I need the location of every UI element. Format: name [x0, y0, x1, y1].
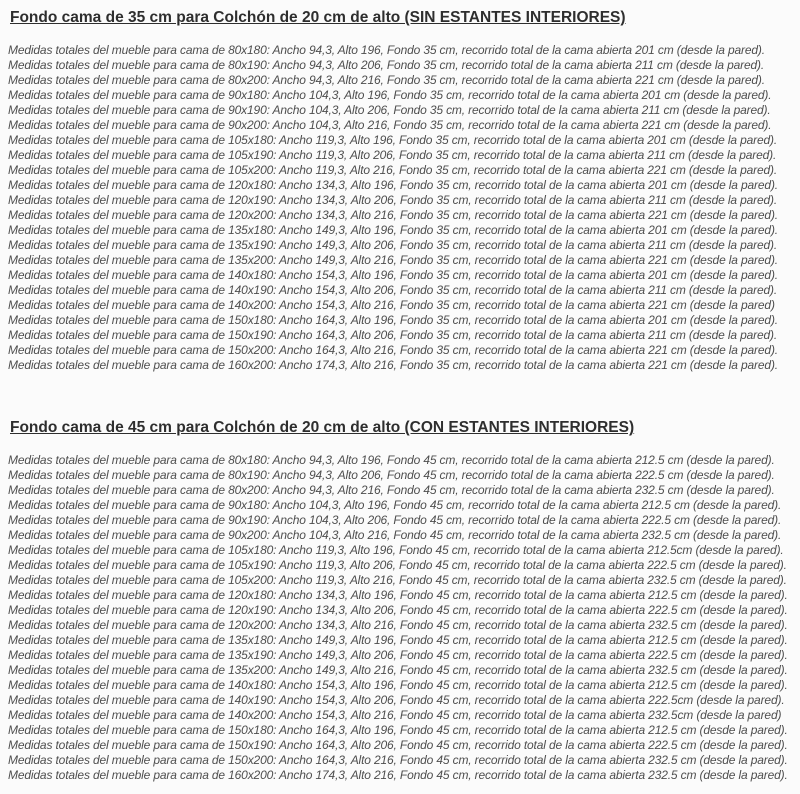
- measurement-line: Medidas totales del mueble para cama de 160x200: Ancho 174,3, Alto 216, Fondo 45 cm, recorrido total de la cama abierta 232.5 cm (desde la pared).: [8, 768, 788, 782]
- measurement-line: Medidas totales del mueble para cama de 105x190: Ancho 119,3, Alto 206, Fondo 35 cm, recorrido total de la cama abierta 211 cm (desde la pared).: [8, 148, 777, 162]
- measurement-line: Medidas totales del mueble para cama de 135x180: Ancho 149,3, Alto 196, Fondo 45 cm, recorrido total de la cama abierta 212.5 cm (desde la pared).: [8, 633, 788, 647]
- measurement-line: Medidas totales del mueble para cama de 120x200: Ancho 134,3, Alto 216, Fondo 35 cm, recorrido total de la cama abierta 221 cm (desde la pared).: [8, 208, 778, 222]
- measurement-list: [8, 43, 792, 373]
- measurement-line: Medidas totales del mueble para cama de 140x190: Ancho 154,3, Alto 206, Fondo 45 cm, recorrido total de la cama abierta 222.5cm (desde la pared).: [8, 693, 785, 707]
- measurement-line: Medidas totales del mueble para cama de 90x200: Ancho 104,3, Alto 216, Fondo 35 cm, recorrido total de la cama abierta 221 cm (desde la pared).: [8, 118, 772, 132]
- measurements-section-1: [8, 9, 792, 373]
- measurement-line: Medidas totales del mueble para cama de 150x190: Ancho 164,3, Alto 206, Fondo 45 cm, recorrido total de la cama abierta 222.5 cm (desde la pared).: [8, 738, 788, 752]
- measurement-line: Medidas totales del mueble para cama de 150x190: Ancho 164,3, Alto 206, Fondo 35 cm, recorrido total de la cama abierta 211 cm (desde la pared).: [8, 328, 778, 342]
- measurement-line: Medidas totales del mueble para cama de 90x180: Ancho 104,3, Alto 196, Fondo 45 cm, recorrido total de la cama abierta 212.5 cm (desde la pared).: [8, 498, 782, 512]
- measurement-line: Medidas totales del mueble para cama de 150x180: Ancho 164,3, Alto 196, Fondo 45 cm, recorrido total de la cama abierta 212.5 cm (desde la pared).: [8, 723, 788, 737]
- measurement-line: Medidas totales del mueble para cama de 90x190: Ancho 104,3, Alto 206, Fondo 45 cm, recorrido total de la cama abierta 222.5 cm (desde la pared).: [8, 513, 782, 527]
- measurement-line: Medidas totales del mueble para cama de 80x200: Ancho 94,3, Alto 216, Fondo 35 cm, recorrido total de la cama abierta 221 cm (desde la pared).: [8, 73, 765, 87]
- measurement-line: Medidas totales del mueble para cama de 90x200: Ancho 104,3, Alto 216, Fondo 45 cm, recorrido total de la cama abierta 232.5 cm (desde la pared).: [8, 528, 782, 542]
- section-heading: Fondo cama de 45 cm para Colchón de 20 cm de alto (CON ESTANTES INTERIORES): [10, 419, 635, 436]
- measurement-line: Medidas totales del mueble para cama de 80x190: Ancho 94,3, Alto 206, Fondo 45 cm, recorrido total de la cama abierta 222.5 cm (desde la pared).: [8, 468, 775, 482]
- measurement-list: [8, 453, 792, 783]
- measurement-line: Medidas totales del mueble para cama de 80x190: Ancho 94,3, Alto 206, Fondo 35 cm, recorrido total de la cama abierta 211 cm (desde la pared).: [8, 58, 765, 72]
- measurement-line: Medidas totales del mueble para cama de 135x200: Ancho 149,3, Alto 216, Fondo 35 cm, recorrido total de la cama abierta 221 cm (desde la pared).: [8, 253, 778, 267]
- measurement-line: Medidas totales del mueble para cama de 105x200: Ancho 119,3, Alto 216, Fondo 35 cm, recorrido total de la cama abierta 221 cm (desde la pared).: [8, 163, 778, 177]
- measurement-line: Medidas totales del mueble para cama de 140x200: Ancho 154,3, Alto 216, Fondo 45 cm, recorrido total de la cama abierta 232.5cm (desde la pared): [8, 708, 782, 722]
- measurement-line: Medidas totales del mueble para cama de 105x200: Ancho 119,3, Alto 216, Fondo 45 cm, recorrido total de la cama abierta 232.5 cm (desde la pared).: [8, 573, 787, 587]
- measurements-section-2: [8, 419, 792, 783]
- measurement-line: Medidas totales del mueble para cama de 120x180: Ancho 134,3, Alto 196, Fondo 35 cm, recorrido total de la cama abierta 201 cm (desde la pared).: [8, 178, 778, 192]
- measurement-line: Medidas totales del mueble para cama de 150x200: Ancho 164,3, Alto 216, Fondo 45 cm, recorrido total de la cama abierta 232.5 cm (desde la pared).: [8, 753, 788, 767]
- measurement-line: Medidas totales del mueble para cama de 135x190: Ancho 149,3, Alto 206, Fondo 45 cm, recorrido total de la cama abierta 222.5 cm (desde la pared).: [8, 648, 788, 662]
- measurement-line: Medidas totales del mueble para cama de 120x190: Ancho 134,3, Alto 206, Fondo 35 cm, recorrido total de la cama abierta 211 cm (desde la pared).: [8, 193, 778, 207]
- measurement-line: Medidas totales del mueble para cama de 90x180: Ancho 104,3, Alto 196, Fondo 35 cm, recorrido total de la cama abierta 201 cm (desde la pared).: [8, 88, 772, 102]
- measurement-line: Medidas totales del mueble para cama de 120x200: Ancho 134,3, Alto 216, Fondo 45 cm, recorrido total de la cama abierta 232.5 cm (desde la pared).: [8, 618, 788, 632]
- measurement-line: Medidas totales del mueble para cama de 140x180: Ancho 154,3, Alto 196, Fondo 35 cm, recorrido total de la cama abierta 201 cm (desde la pared).: [8, 268, 778, 282]
- measurement-line: Medidas totales del mueble para cama de 140x200: Ancho 154,3, Alto 216, Fondo 35 cm, recorrido total de la cama abierta 221 cm (desde la pared): [8, 298, 775, 312]
- measurement-line: Medidas totales del mueble para cama de 150x200: Ancho 164,3, Alto 216, Fondo 35 cm, recorrido total de la cama abierta 221 cm (desde la pared).: [8, 343, 778, 357]
- measurement-line: Medidas totales del mueble para cama de 140x190: Ancho 154,3, Alto 206, Fondo 35 cm, recorrido total de la cama abierta 211 cm (desde la pared).: [8, 283, 778, 297]
- measurement-line: Medidas totales del mueble para cama de 140x180: Ancho 154,3, Alto 196, Fondo 45 cm, recorrido total de la cama abierta 212.5 cm (desde la pared).: [8, 678, 788, 692]
- measurement-line: Medidas totales del mueble para cama de 80x180: Ancho 94,3, Alto 196, Fondo 35 cm, recorrido total de la cama abierta 201 cm (desde la pared).: [8, 43, 765, 57]
- measurement-line: Medidas totales del mueble para cama de 80x200: Ancho 94,3, Alto 216, Fondo 45 cm, recorrido total de la cama abierta 232.5 cm (desde la pared).: [8, 483, 775, 497]
- measurement-line: Medidas totales del mueble para cama de 105x180: Ancho 119,3, Alto 196, Fondo 45 cm, recorrido total de la cama abierta 212.5cm (desde la pared).: [8, 543, 784, 557]
- measurement-line: Medidas totales del mueble para cama de 80x180: Ancho 94,3, Alto 196, Fondo 45 cm, recorrido total de la cama abierta 212.5 cm (desde la pared).: [8, 453, 775, 467]
- measurement-line: Medidas totales del mueble para cama de 135x190: Ancho 149,3, Alto 206, Fondo 35 cm, recorrido total de la cama abierta 211 cm (desde la pared).: [8, 238, 778, 252]
- measurement-line: Medidas totales del mueble para cama de 135x200: Ancho 149,3, Alto 216, Fondo 45 cm, recorrido total de la cama abierta 232.5 cm (desde la pared).: [8, 663, 788, 677]
- measurement-line: Medidas totales del mueble para cama de 90x190: Ancho 104,3, Alto 206, Fondo 35 cm, recorrido total de la cama abierta 211 cm (desde la pared).: [8, 103, 771, 117]
- measurement-line: Medidas totales del mueble para cama de 150x180: Ancho 164,3, Alto 196, Fondo 35 cm, recorrido total de la cama abierta 201 cm (desde la pared).: [8, 313, 778, 327]
- measurement-line: Medidas totales del mueble para cama de 160x200: Ancho 174,3, Alto 216, Fondo 35 cm, recorrido total de la cama abierta 221 cm (desde la pared).: [8, 358, 778, 372]
- measurement-line: Medidas totales del mueble para cama de 120x190: Ancho 134,3, Alto 206, Fondo 45 cm, recorrido total de la cama abierta 222.5 cm (desde la pared).: [8, 603, 788, 617]
- measurement-line: Medidas totales del mueble para cama de 135x180: Ancho 149,3, Alto 196, Fondo 35 cm, recorrido total de la cama abierta 201 cm (desde la pared).: [8, 223, 778, 237]
- measurement-line: Medidas totales del mueble para cama de 120x180: Ancho 134,3, Alto 196, Fondo 45 cm, recorrido total de la cama abierta 212.5 cm (desde la pared).: [8, 588, 788, 602]
- section-heading: Fondo cama de 35 cm para Colchón de 20 cm de alto (SIN ESTANTES INTERIORES): [10, 9, 626, 26]
- measurement-line: Medidas totales del mueble para cama de 105x190: Ancho 119,3, Alto 206, Fondo 45 cm, recorrido total de la cama abierta 222.5 cm (desde la pared).: [8, 558, 787, 572]
- measurement-line: Medidas totales del mueble para cama de 105x180: Ancho 119,3, Alto 196, Fondo 35 cm, recorrido total de la cama abierta 201 cm (desde la pared).: [8, 133, 778, 147]
